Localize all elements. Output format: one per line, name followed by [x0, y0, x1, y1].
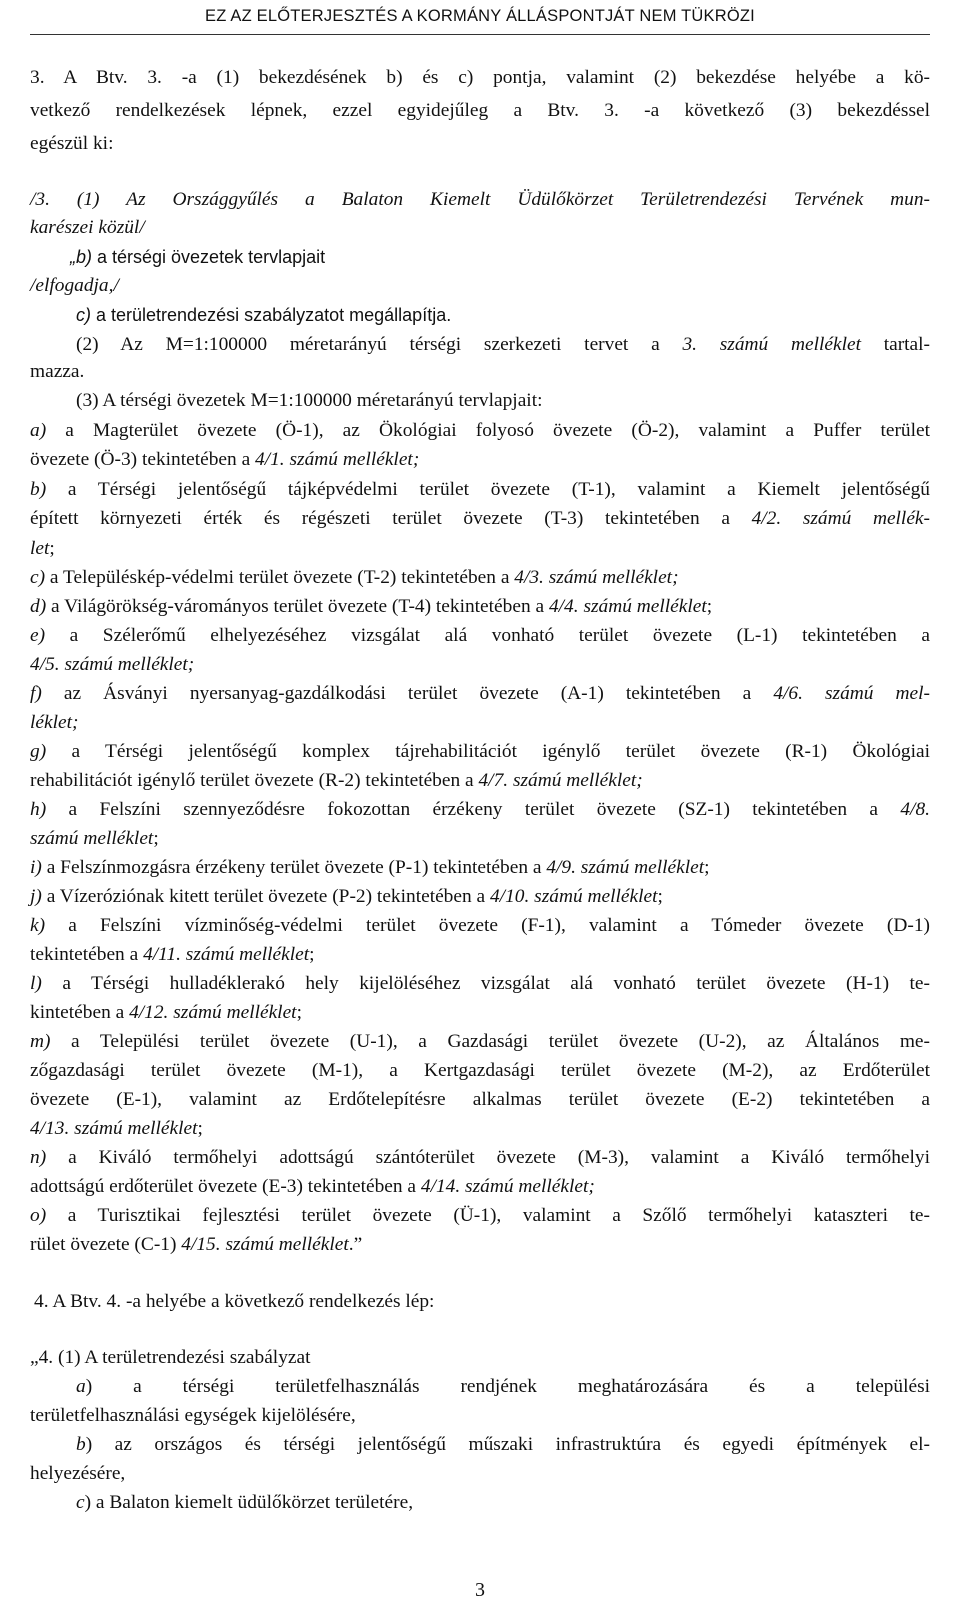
list-item-m-line-4: 4/13. számú melléklet;	[30, 1118, 203, 1139]
section-4-intro: 4. A Btv. 4. -a helyébe a következő rendelkezés lép:	[34, 1291, 435, 1312]
header-divider	[30, 34, 930, 35]
list-item-m-line-1: m) a Települési terület övezete (U-1), a Gazdasági terület övezete (U-2), az Általános me-	[30, 1031, 930, 1052]
list-item-e-line-1: e) a Szélerőmű elhelyezéséhez vizsgálat alá vonható terület övezete (L-1) tekintetében a	[30, 625, 930, 646]
paragraph-1-item-c: c) a területrendezési szabályzatot megállapítja.	[76, 305, 452, 325]
list-item-j-line-1: j) a Vízeróziónak kitett terület övezete (P-2) tekintetében a 4/10. számú melléklet;	[30, 886, 663, 907]
paragraph-2-line-2: mazza.	[30, 361, 85, 382]
list-item-b-line-3: let;	[30, 538, 55, 559]
list-item-m-line-3: övezete (E-1), valamint az Erdőtelepítésre alkalmas terület övezete (E-2) tekintetében a	[30, 1089, 930, 1110]
section-4-item-b-line-2: helyezésére,	[30, 1463, 126, 1484]
section-3-intro-line-2: vetkező rendelkezések lépnek, ezzel egyidejűleg a Btv. 3. -a következő (3) bekezdéssel	[30, 100, 930, 121]
list-item-o-line-1: o) a Turisztikai fejlesztési terület övezete (Ü-1), valamint a Szőlő termőhelyi kataszteri te-	[30, 1205, 930, 1226]
list-item-a-line-2: övezete (Ö-3) tekintetében a 4/1. számú melléklet;	[30, 449, 420, 470]
paragraph-1-item-b: „b) a térségi övezetek tervlapjait	[70, 247, 326, 267]
page-header: EZ AZ ELŐTERJESZTÉS A KORMÁNY ÁLLÁSPONTJÁT NEM TÜKRÖZI	[205, 7, 755, 25]
list-item-n-line-2: adottságú erdőterület övezete (E-3) tekintetében a 4/14. számú melléklet;	[30, 1176, 595, 1197]
list-item-n-line-1: n) a Kiváló termőhelyi adottságú szántóterület övezete (M-3), valamint a Kiváló termőhelyi	[30, 1147, 930, 1168]
paragraph-1-line-1: /3. (1) Az Országgyűlés a Balaton Kiemelt Üdülőkörzet Területrendezési Tervének mun-	[30, 189, 930, 210]
section-3-intro-line-1: 3. A Btv. 3. -a (1) bekezdésének b) és c) pontja, valamint (2) bekezdése helyébe a kö-	[30, 67, 930, 88]
section-4-item-a-line-1: a) a térségi területfelhasználás rendjének meghatározására és a települési	[76, 1376, 930, 1397]
section-4-item-c-line-1: c) a Balaton kiemelt üdülőkörzet területére,	[76, 1492, 414, 1513]
paragraph-3-lead: (3) A térségi övezetek M=1:100000 méretarányú tervlapjait:	[76, 390, 543, 411]
list-item-h-line-1: h) a Felszíni szennyeződésre fokozottan érzékeny terület övezete (SZ-1) tekintetében a 4/8.	[30, 799, 930, 820]
list-item-c-line-1: c) a Településkép-védelmi terület övezete (T-2) tekintetében a 4/3. számú melléklet;	[30, 567, 679, 588]
paragraph-1-line-2: karészei közül/	[30, 217, 145, 238]
list-item-g-line-1: g) a Térségi jelentőségű komplex tájrehabilitációt igénylő terület övezete (R-1) Ökológiai	[30, 741, 930, 762]
list-item-h-line-2: számú melléklet;	[30, 828, 159, 849]
list-item-m-line-2: zőgazdasági terület övezete (M-1), a Kertgazdasági terület övezete (M-2), az Erdőterület	[30, 1060, 930, 1081]
list-item-i-line-1: i) a Felszínmozgásra érzékeny terület övezete (P-1) tekintetében a 4/9. számú melléklet;	[30, 857, 710, 878]
list-item-b-line-2: épített környezeti érték és régészeti terület övezete (T-3) tekintetében a 4/2. számú mellék-	[30, 508, 930, 529]
list-item-o-line-2: rület övezete (C-1) 4/15. számú melléklet.”	[30, 1234, 363, 1255]
section-4-item-a-line-2: területfelhasználási egységek kijelölésére,	[30, 1405, 356, 1426]
list-item-b-line-1: b) a Térségi jelentőségű tájképvédelmi terület övezete (T-1), valamint a Kiemelt jelentőségű	[30, 479, 930, 500]
section-4-paragraph-1: „4. (1) A területrendezési szabályzat	[30, 1347, 311, 1368]
section-4-item-b-line-1: b) az országos és térségi jelentőségű műszaki infrastruktúra és egyedi építmények el-	[76, 1434, 930, 1455]
list-item-e-line-2: 4/5. számú melléklet;	[30, 654, 195, 675]
page-number: 3	[475, 1579, 485, 1601]
list-item-f-line-1: f) az Ásványi nyersanyag-gazdálkodási terület övezete (A-1) tekintetében a 4/6. számú mel-	[30, 683, 930, 704]
list-item-a-line-1: a) a Magterület övezete (Ö-1), az Ökológiai folyosó övezete (Ö-2), valamint a Puffer terület	[30, 420, 930, 441]
paragraph-2-line-1: (2) Az M=1:100000 méretarányú térségi szerkezeti tervet a 3. számú melléklet tartal-	[76, 334, 930, 355]
list-item-g-line-2: rehabilitációt igénylő terület övezete (R-2) tekintetében a 4/7. számú melléklet;	[30, 770, 643, 791]
list-item-l-line-2: kintetében a 4/12. számú melléklet;	[30, 1002, 302, 1023]
list-item-l-line-1: l) a Térségi hulladéklerakó hely kijelöléséhez vizsgálat alá vonható terület övezete (H-1) te-	[30, 973, 930, 994]
list-item-f-line-2: léklet;	[30, 712, 79, 733]
paragraph-1-elfogadja: /elfogadja,/	[30, 275, 119, 296]
section-3-intro-line-3: egészül ki:	[30, 133, 114, 154]
list-item-d-line-1: d) a Világörökség-várományos terület övezete (T-4) tekintetében a 4/4. számú melléklet;	[30, 596, 713, 617]
list-item-k-line-2: tekintetében a 4/11. számú melléklet;	[30, 944, 315, 965]
list-item-k-line-1: k) a Felszíni vízminőség-védelmi terület övezete (F-1), valamint a Tómeder övezete (D-1)	[30, 915, 930, 936]
